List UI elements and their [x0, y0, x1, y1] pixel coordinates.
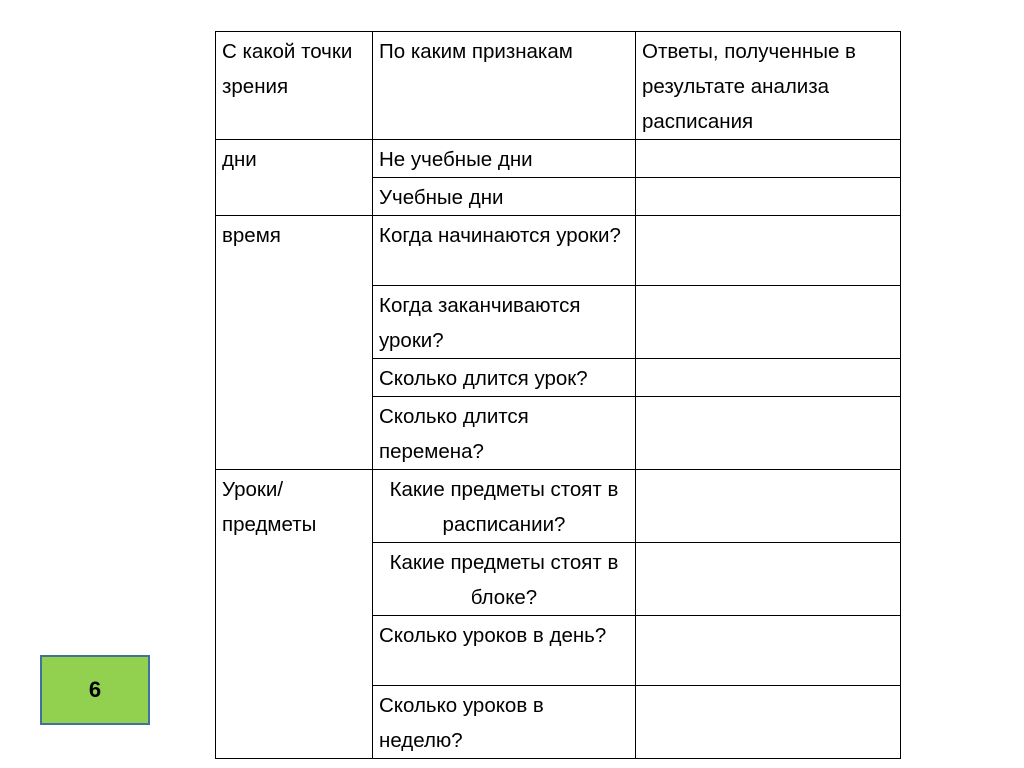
criteria-cell: Сколько длится перемена? [373, 397, 636, 470]
answer-cell[interactable] [636, 616, 901, 686]
answer-cell[interactable] [636, 470, 901, 543]
table-row [216, 470, 901, 543]
table-row [216, 216, 901, 286]
criteria-cell: Какие предметы стоят в блоке? [373, 543, 636, 616]
slide-number-badge: 6 [40, 655, 150, 725]
criteria-cell: Какие предметы стоят в расписании? [373, 470, 636, 543]
criteria-cell: Сколько длится урок? [373, 359, 636, 397]
criteria-cell: Когда начинаются уроки? [373, 216, 636, 286]
criteria-cell: Не учебные дни [373, 140, 636, 178]
aspect-time: время [216, 216, 373, 470]
answer-cell[interactable] [636, 216, 901, 286]
criteria-cell: Сколько уроков в неделю? [373, 686, 636, 759]
table-row [216, 140, 901, 178]
schedule-analysis-table [215, 31, 901, 759]
answer-cell[interactable] [636, 140, 901, 178]
aspect-days: дни [216, 140, 373, 216]
table-header-row [216, 32, 901, 140]
header-criteria: По каким признакам [373, 32, 636, 140]
answer-cell[interactable] [636, 543, 901, 616]
aspect-subjects: Уроки/предметы [216, 470, 373, 759]
criteria-cell: Учебные дни [373, 178, 636, 216]
answer-cell[interactable] [636, 686, 901, 759]
header-aspect: С какой точки зрения [216, 32, 373, 140]
answer-cell[interactable] [636, 178, 901, 216]
header-answers: Ответы, полученные в результате анализа расписания [636, 32, 901, 140]
criteria-cell: Сколько уроков в день? [373, 616, 636, 686]
answer-cell[interactable] [636, 359, 901, 397]
criteria-cell: Когда заканчиваются уроки? [373, 286, 636, 359]
answer-cell[interactable] [636, 397, 901, 470]
answer-cell[interactable] [636, 286, 901, 359]
